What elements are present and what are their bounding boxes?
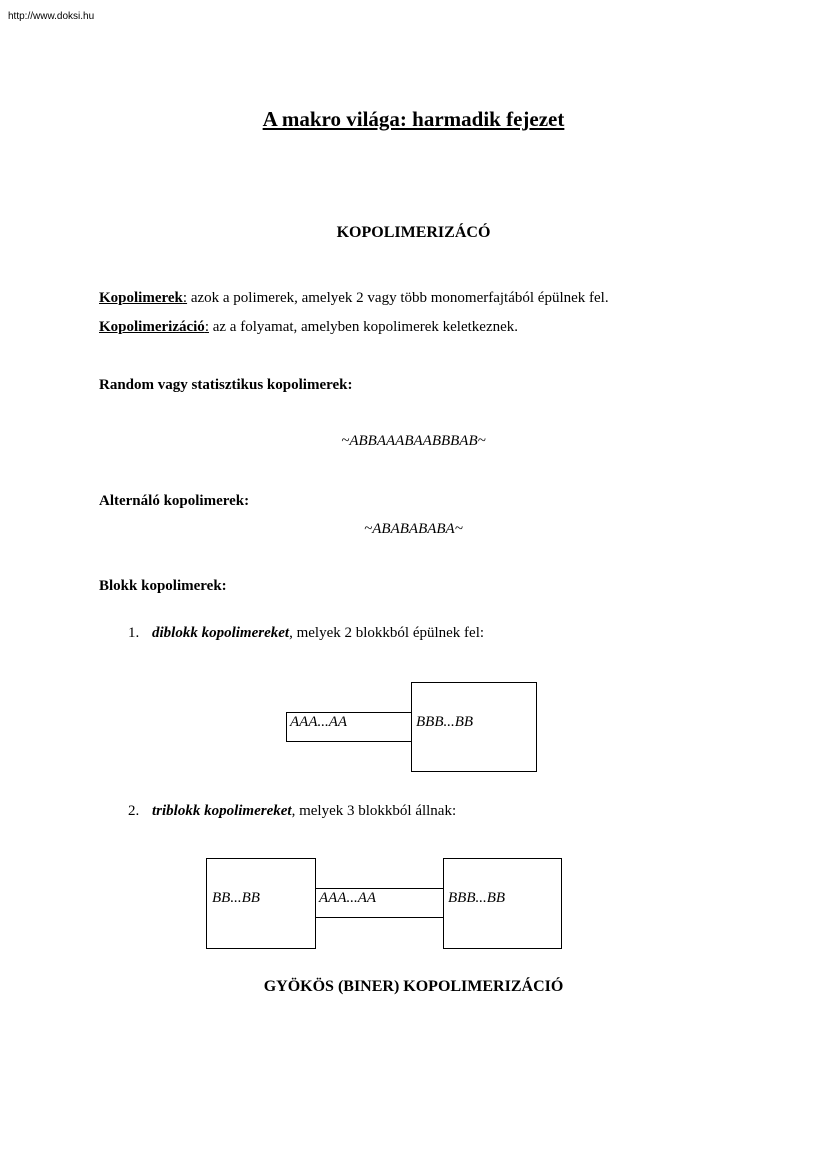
definition-copolymers [99, 290, 609, 307]
list-term: diblokk kopolimereket [152, 625, 290, 641]
source-url: http://www.doksi.hu [8, 11, 95, 22]
triblock-middle-label: AAA...AA [319, 890, 377, 906]
definition-term: Kopolimerek [99, 290, 183, 306]
list-item-diblock [128, 625, 484, 642]
random-copolymers-heading: Random vagy statisztikus kopolimerek: [99, 377, 353, 393]
triblock-right-label: BBB...BB [448, 890, 506, 906]
definition-text: azok a polimerek, amelyek 2 vagy több monomerfajtából épülnek fel. [187, 290, 609, 306]
block-copolymers-heading: Blokk kopolimerek: [99, 578, 227, 594]
list-text: , melyek 3 blokkból állnak: [291, 803, 457, 819]
list-number: 1. [128, 625, 140, 641]
alternating-copolymers-heading: Alternáló kopolimerek: [99, 493, 250, 509]
section-heading-radical-copolymerization: GYÖKÖS (BINER) KOPOLIMERIZÁCIÓ [263, 978, 564, 995]
random-sequence: ~ABBAAABAABBBAB~ [341, 433, 486, 449]
definition-text: az a folyamat, amelyben kopolimerek keletkeznek. [208, 319, 519, 335]
list-item-triblock [128, 803, 456, 820]
list-text: , melyek 2 blokkból épülnek fel: [289, 625, 485, 641]
list-term: triblokk kopolimereket [152, 803, 292, 819]
page-title: A makro világa: harmadik fejezet [262, 107, 565, 131]
diblock-a-label: AAA...AA [290, 714, 348, 730]
list-number: 2. [128, 803, 140, 819]
definition-colon: : [204, 319, 209, 335]
definition-term: Kopolimerizáció [99, 319, 205, 335]
definition-copolymerization [99, 319, 518, 336]
diblock-b-label: BBB...BB [416, 714, 474, 730]
section-heading-copolymerization: KOPOLIMERIZÁCÓ [336, 224, 491, 241]
definition-colon: : [182, 290, 188, 306]
triblock-left-label: BB...BB [212, 890, 260, 906]
alternating-sequence: ~ABABABABA~ [364, 521, 463, 537]
